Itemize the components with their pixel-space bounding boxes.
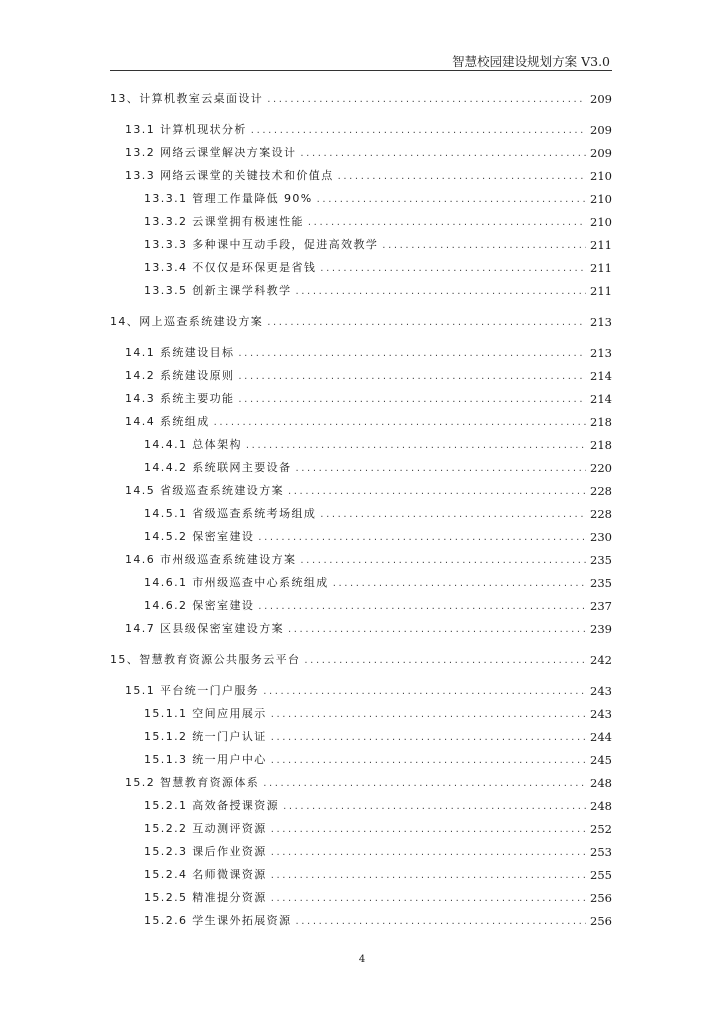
toc-dot-leader (320, 508, 586, 521)
toc-entry[interactable] (125, 386, 612, 406)
toc-dot-leader (382, 239, 586, 252)
toc-entry-title: 13.3.2 云课堂拥有极速性能 (144, 215, 304, 228)
toc-entry-page: 213 (590, 315, 612, 329)
toc-entry-title: 15.1.3 统一用户中心 (144, 753, 267, 766)
toc-entry-page: 248 (590, 799, 612, 813)
toc-entry-page: 237 (590, 599, 612, 613)
toc-entry-title: 14.2 系统建设原则 (125, 369, 235, 382)
toc-dot-leader (271, 754, 586, 767)
toc-entry-page: 220 (590, 461, 612, 475)
toc-dot-leader (271, 892, 586, 905)
toc-dot-leader (238, 370, 586, 383)
toc-entry-title: 15.2 智慧教育资源体系 (125, 776, 260, 789)
toc-entry[interactable] (125, 409, 612, 429)
toc-entry-page: 243 (590, 707, 612, 721)
toc-dot-leader (214, 416, 586, 429)
toc-entry-page: 239 (590, 622, 612, 636)
toc-dot-leader (333, 577, 586, 590)
toc-entry[interactable] (125, 340, 612, 360)
toc-entry-title: 15.1.1 空间应用展示 (144, 707, 267, 720)
toc-entry-title: 13.1 计算机现状分析 (125, 123, 247, 136)
toc-dot-leader (258, 600, 586, 613)
toc-entry-page: 213 (590, 346, 612, 360)
toc-entry-title: 13、计算机教室云桌面设计 (110, 92, 264, 105)
toc-dot-leader (304, 654, 586, 667)
toc-entry-page: 245 (590, 753, 612, 767)
toc-dot-leader (271, 731, 586, 744)
toc-dot-leader (295, 915, 586, 928)
toc-entry-page: 218 (590, 415, 612, 429)
toc-dot-leader (267, 316, 586, 329)
toc-entry[interactable] (144, 816, 612, 836)
toc-entry[interactable] (144, 232, 612, 252)
toc-entry-page: 244 (590, 730, 612, 744)
toc-entry-title: 15.2.5 精准提分资源 (144, 891, 267, 904)
toc-entry[interactable] (144, 209, 612, 229)
toc-dot-leader (263, 685, 586, 698)
toc-entry-page: 252 (590, 822, 612, 836)
toc-entry-title: 14.4.2 系统联网主要设备 (144, 461, 292, 474)
toc-entry-page: 242 (590, 653, 612, 667)
toc-entry-page: 214 (590, 369, 612, 383)
toc-entry[interactable] (125, 616, 612, 636)
toc-entry[interactable] (125, 140, 612, 160)
toc-dot-leader (271, 846, 586, 859)
toc-dot-leader (271, 823, 586, 836)
toc-dot-leader (258, 531, 586, 544)
toc-entry-page: 210 (590, 169, 612, 183)
toc-entry-page: 230 (590, 530, 612, 544)
toc-entry[interactable] (125, 678, 612, 698)
toc-dot-leader (288, 485, 586, 498)
toc-entry-page: 253 (590, 845, 612, 859)
toc-entry-title: 14.5 省级巡查系统建设方案 (125, 484, 284, 497)
toc-entry[interactable] (144, 885, 612, 905)
toc-entry-title: 14.4.1 总体架构 (144, 438, 242, 451)
toc-entry[interactable] (110, 309, 612, 329)
page-number: 4 (358, 954, 366, 965)
toc-entry-title: 15.2.4 名师微课资源 (144, 868, 267, 881)
toc-entry-page: 256 (590, 914, 612, 928)
toc-entry[interactable] (125, 770, 612, 790)
toc-dot-leader (271, 708, 586, 721)
toc-entry-page: 248 (590, 776, 612, 790)
toc-entry-title: 15.2.3 课后作业资源 (144, 845, 267, 858)
toc-dot-leader (320, 262, 586, 275)
toc-dot-leader (295, 285, 586, 298)
toc-dot-leader (238, 393, 586, 406)
toc-entry-page: 209 (590, 146, 612, 160)
toc-entry-title: 14.4 系统组成 (125, 415, 210, 428)
toc-entry-title: 14、网上巡查系统建设方案 (110, 315, 264, 328)
toc-entry-title: 14.5.1 省级巡查系统考场组成 (144, 507, 317, 520)
toc-entry[interactable] (144, 524, 612, 544)
toc-entry-page: 255 (590, 868, 612, 882)
toc-dot-leader (271, 869, 586, 882)
toc-entry-title: 13.3.4 不仅仅是环保更是省钱 (144, 261, 317, 274)
toc-dot-leader (263, 777, 586, 790)
toc-dot-leader (300, 147, 586, 160)
toc-entry[interactable] (144, 701, 612, 721)
toc-entry-page: 211 (590, 238, 612, 252)
toc-entry-title: 14.5.2 保密室建设 (144, 530, 255, 543)
toc-entry[interactable] (144, 278, 612, 298)
toc-entry-page: 228 (590, 484, 612, 498)
toc-dot-leader (246, 439, 586, 452)
toc-entry-page: 256 (590, 891, 612, 905)
toc-entry[interactable] (125, 478, 612, 498)
toc-dot-leader (288, 623, 586, 636)
toc-entry-title: 14.6.1 市州级巡查中心系统组成 (144, 576, 329, 589)
toc-entry[interactable] (144, 839, 612, 859)
toc-entry-title: 14.3 系统主要功能 (125, 392, 235, 405)
toc-entry[interactable] (144, 570, 612, 590)
toc-dot-leader (338, 170, 586, 183)
toc-entry-page: 211 (590, 261, 612, 275)
toc-entry[interactable] (125, 117, 612, 137)
toc-entry[interactable] (144, 432, 612, 452)
toc-entry-title: 13.3 网络云课堂的关键技术和价值点 (125, 169, 334, 182)
toc-entry-page: 211 (590, 284, 612, 298)
toc-dot-leader (295, 462, 586, 475)
toc-entry[interactable] (144, 455, 612, 475)
toc-entry-title: 15.1.2 统一门户认证 (144, 730, 267, 743)
toc-entry[interactable] (144, 908, 612, 928)
toc-entry[interactable] (144, 255, 612, 275)
toc-entry[interactable] (125, 163, 612, 183)
toc-entry-title: 15.1 平台统一门户服务 (125, 684, 260, 697)
toc-entry[interactable] (144, 186, 612, 206)
toc-entry-page: 209 (590, 123, 612, 137)
toc-dot-leader (283, 800, 586, 813)
toc-entry-title: 13.3.3 多种课中互动手段，促进高效教学 (144, 238, 379, 251)
toc-entry-title: 14.1 系统建设目标 (125, 346, 235, 359)
toc-entry[interactable] (144, 724, 612, 744)
toc-dot-leader (308, 216, 586, 229)
toc-entry[interactable] (144, 862, 612, 882)
toc-entry-title: 14.6.2 保密室建设 (144, 599, 255, 612)
document-header-title: 智慧校园建设规划方案 V3.0 (452, 54, 610, 69)
toc-entry-page: 235 (590, 576, 612, 590)
toc-entry-page: 209 (590, 92, 612, 106)
toc-entry-title: 13.3.1 管理工作量降低 90% (144, 192, 313, 205)
toc-dot-leader (300, 554, 586, 567)
toc-dot-leader (251, 124, 586, 137)
toc-dot-leader (267, 93, 586, 106)
toc-entry-page: 210 (590, 215, 612, 229)
toc-entry-page: 235 (590, 553, 612, 567)
toc-entry-title: 15.2.2 互动测评资源 (144, 822, 267, 835)
toc-entry-title: 14.6 市州级巡查系统建设方案 (125, 553, 297, 566)
toc-entry-title: 15.2.1 高效备授课资源 (144, 799, 280, 812)
toc-entry-page: 210 (590, 192, 612, 206)
toc-entry-page: 228 (590, 507, 612, 521)
toc-entry-title: 13.2 网络云课堂解决方案设计 (125, 146, 297, 159)
toc-entry-title: 15.2.6 学生课外拓展资源 (144, 914, 292, 927)
header-divider (110, 70, 612, 71)
toc-entry[interactable] (144, 593, 612, 613)
toc-entry[interactable] (144, 793, 612, 813)
toc-entry[interactable] (144, 747, 612, 767)
toc-dot-leader (317, 193, 586, 206)
toc-entry[interactable] (110, 647, 612, 667)
toc-entry-page: 218 (590, 438, 612, 452)
toc-entry[interactable] (125, 363, 612, 383)
toc-entry[interactable] (110, 86, 612, 106)
toc-entry-page: 243 (590, 684, 612, 698)
toc-dot-leader (238, 347, 586, 360)
toc-entry-title: 14.7 区县级保密室建设方案 (125, 622, 284, 635)
toc-entry-title: 15、智慧教育资源公共服务云平台 (110, 653, 301, 666)
toc-entry-title: 13.3.5 创新主课学科教学 (144, 284, 292, 297)
toc-entry-page: 214 (590, 392, 612, 406)
toc-entry[interactable] (144, 501, 612, 521)
toc-entry[interactable] (125, 547, 612, 567)
